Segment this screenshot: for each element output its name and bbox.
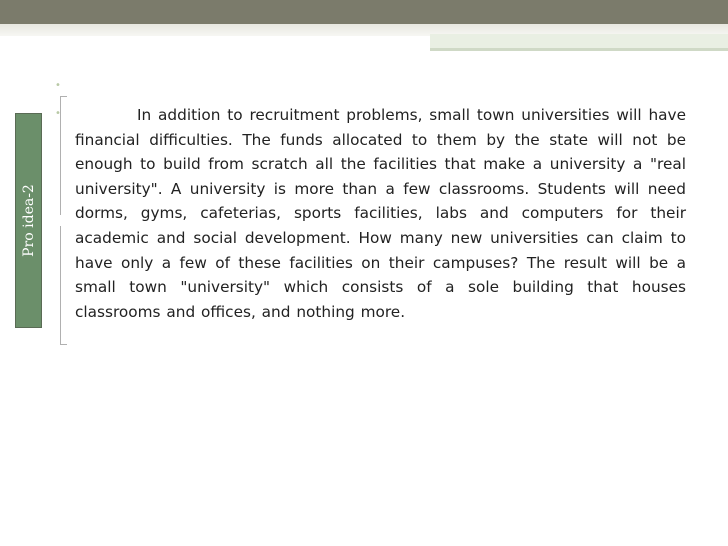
accent-bar xyxy=(430,34,728,48)
side-tab-label: Pro idea-2 xyxy=(21,184,37,257)
side-tab xyxy=(15,113,42,328)
empty-bullet-icon: • xyxy=(55,80,61,91)
bracket-top xyxy=(60,96,67,215)
header-band xyxy=(0,0,728,24)
bullet-icon: • xyxy=(55,108,61,119)
slide-body-text: In addition to recruitment problems, small town universities will have financial difficulties. The funds allocated to them by the state will not be enough to build from scratch all the facilities that make a university a "real university". A university is more than a few classrooms. Students will need dorms, gyms, cafeterias, sports facilities, labs and computers for their academic and social development. How many new universities can claim to have only a few of these facilities on their campuses? The result will be a small town "university" which consists of a sole building that houses classrooms and offices, and nothing more. xyxy=(75,106,686,321)
bracket-bottom xyxy=(60,226,67,345)
accent-line xyxy=(430,48,728,51)
